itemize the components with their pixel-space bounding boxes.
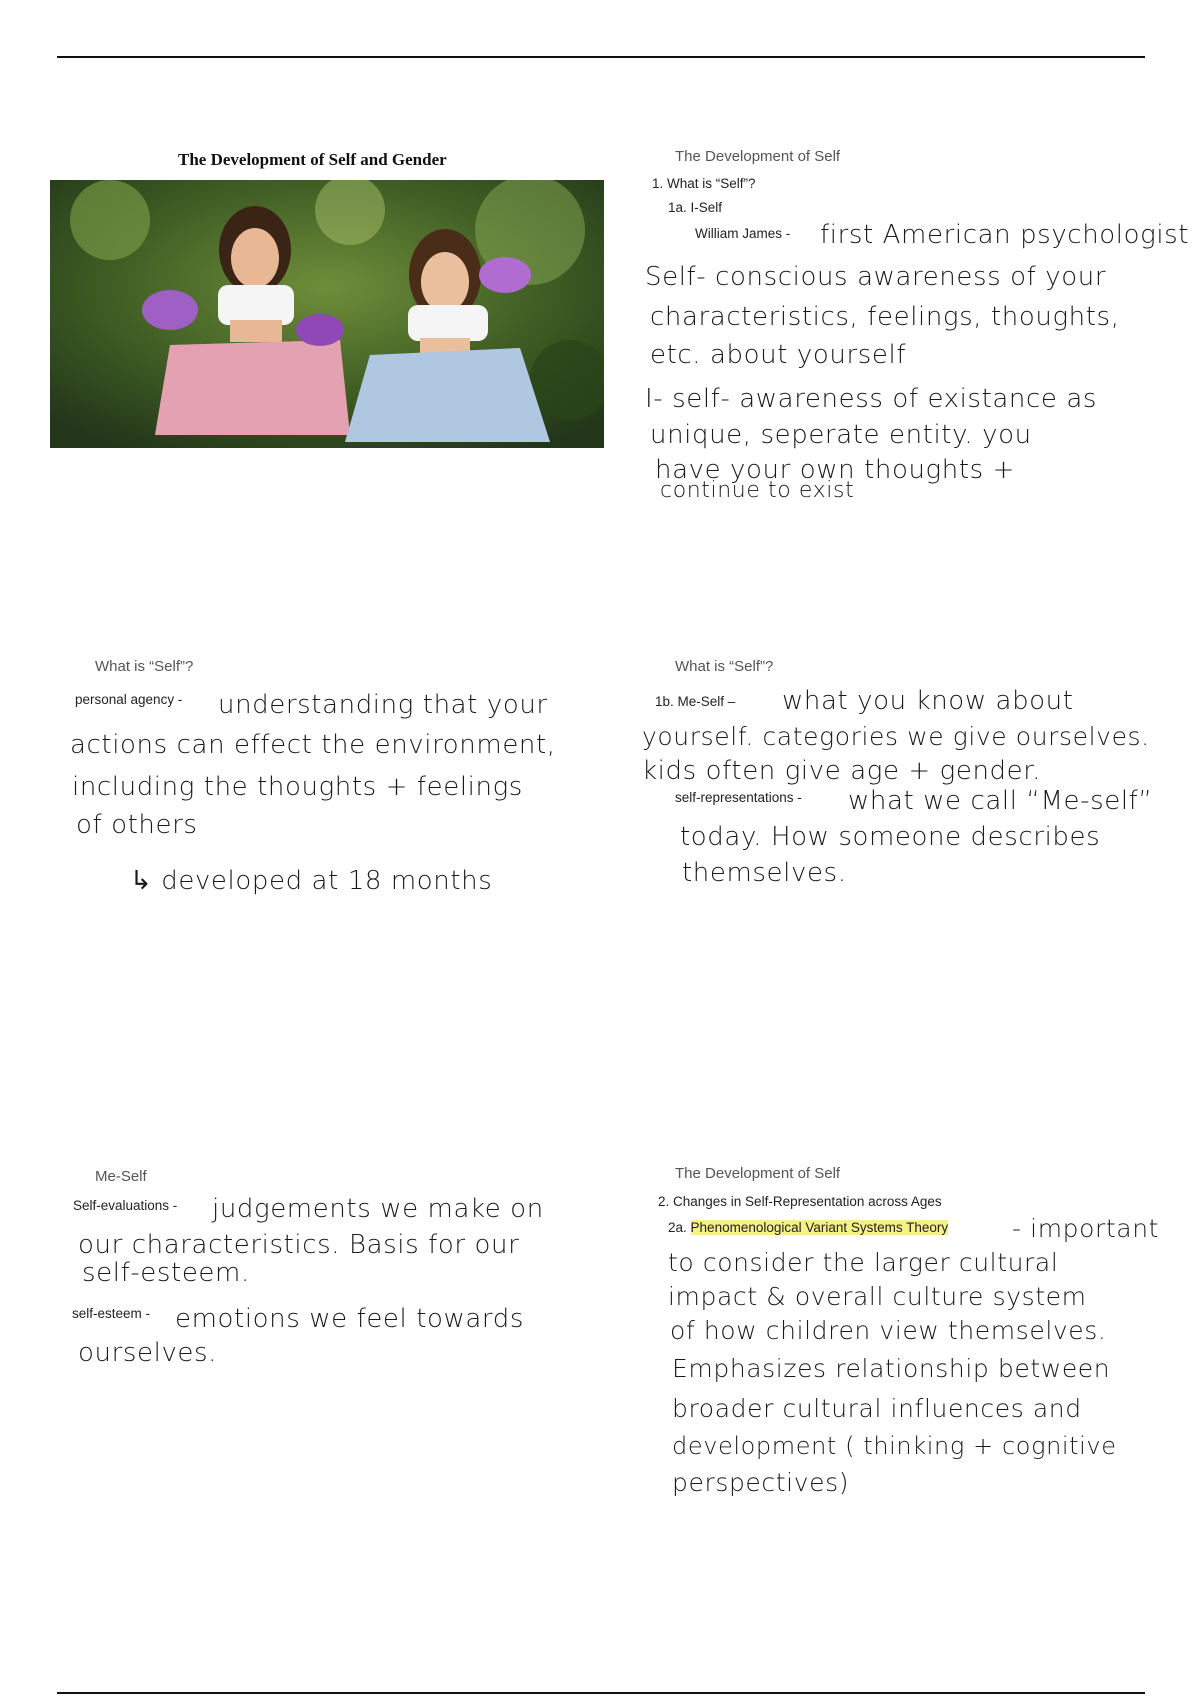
handwritten-note: ourselves. bbox=[78, 1338, 218, 1368]
handwritten-note: impact & overall culture system bbox=[668, 1282, 1087, 1311]
slide-header: What is “Self”? bbox=[95, 658, 194, 675]
handwritten-note: understanding that your bbox=[218, 690, 548, 720]
handwritten-note: yourself. categories we give ourselves. bbox=[642, 722, 1150, 751]
handwritten-note: of how children view themselves. bbox=[670, 1316, 1107, 1345]
bottom-rule bbox=[57, 1692, 1145, 1694]
question-2a-prefix: 2a. bbox=[668, 1220, 687, 1235]
handwritten-note: actions can effect the environment, bbox=[70, 730, 556, 760]
handwritten-note: broader cultural influences and bbox=[672, 1394, 1082, 1423]
photo-two-girls bbox=[50, 180, 604, 448]
handwritten-note: judgements we make on bbox=[212, 1194, 544, 1224]
handwritten-note: Self- conscious awareness of your bbox=[645, 262, 1107, 292]
handwritten-note: to consider the larger cultural bbox=[668, 1248, 1059, 1277]
highlighted-theory-name: Phenomenological Variant Systems Theory bbox=[690, 1220, 949, 1235]
handwritten-note: our characteristics. Basis for our bbox=[78, 1230, 520, 1260]
self-esteem-label: self-esteem - bbox=[72, 1306, 151, 1321]
personal-agency-label: personal agency - bbox=[75, 692, 183, 707]
handwritten-note: unique, seperate entity. you bbox=[650, 420, 1032, 450]
handwritten-note: Emphasizes relationship between bbox=[672, 1354, 1111, 1383]
self-representations-label: self-representations - bbox=[675, 790, 802, 805]
handwritten-note: kids often give age + gender. bbox=[642, 756, 1041, 786]
handwritten-note: characteristics, feelings, thoughts, bbox=[650, 302, 1120, 332]
handwritten-note: continue to exist bbox=[660, 478, 855, 503]
question-2a bbox=[668, 1220, 948, 1235]
slide-header: The Development of Self bbox=[675, 148, 841, 165]
top-rule bbox=[57, 56, 1145, 58]
self-evaluations-label: Self-evaluations - bbox=[73, 1198, 178, 1213]
handwritten-note: of others bbox=[76, 810, 198, 840]
william-james-label: William James - bbox=[695, 226, 791, 241]
handwritten-note: including the thoughts + feelings bbox=[72, 772, 523, 802]
handwritten-note: etc. about yourself bbox=[650, 340, 907, 370]
slide-title: The Development of Self and Gender bbox=[178, 150, 447, 169]
handwritten-note: today. How someone describes bbox=[680, 822, 1101, 852]
handwritten-note: development ( thinking + cognitive bbox=[672, 1432, 1117, 1460]
handwritten-note: first American psychologist bbox=[820, 220, 1190, 250]
question-2: 2. Changes in Self-Representation across Ages bbox=[658, 1194, 942, 1209]
handwritten-note: I- self- awareness of existance as bbox=[645, 384, 1098, 414]
handwritten-note: - important bbox=[1012, 1214, 1160, 1243]
handwritten-note: what we call “Me-self” bbox=[848, 786, 1153, 816]
handwritten-note: self-esteem. bbox=[82, 1258, 250, 1288]
slide-header: What is “Self”? bbox=[675, 658, 774, 675]
handwritten-note: have your own thoughts + bbox=[655, 455, 1016, 485]
handwritten-note: ↳ developed at 18 months bbox=[130, 866, 493, 896]
handwritten-note: perspectives) bbox=[672, 1468, 850, 1497]
me-self-label: 1b. Me-Self – bbox=[655, 694, 736, 709]
question-1: 1. What is “Self”? bbox=[652, 176, 756, 191]
slide-header: The Development of Self bbox=[675, 1165, 841, 1182]
slide-header: Me-Self bbox=[95, 1168, 147, 1185]
handwritten-note: what you know about bbox=[782, 686, 1074, 716]
handwritten-note: themselves. bbox=[682, 858, 847, 888]
handwritten-note: emotions we feel towards bbox=[175, 1304, 524, 1334]
question-1a: 1a. I-Self bbox=[668, 200, 723, 215]
